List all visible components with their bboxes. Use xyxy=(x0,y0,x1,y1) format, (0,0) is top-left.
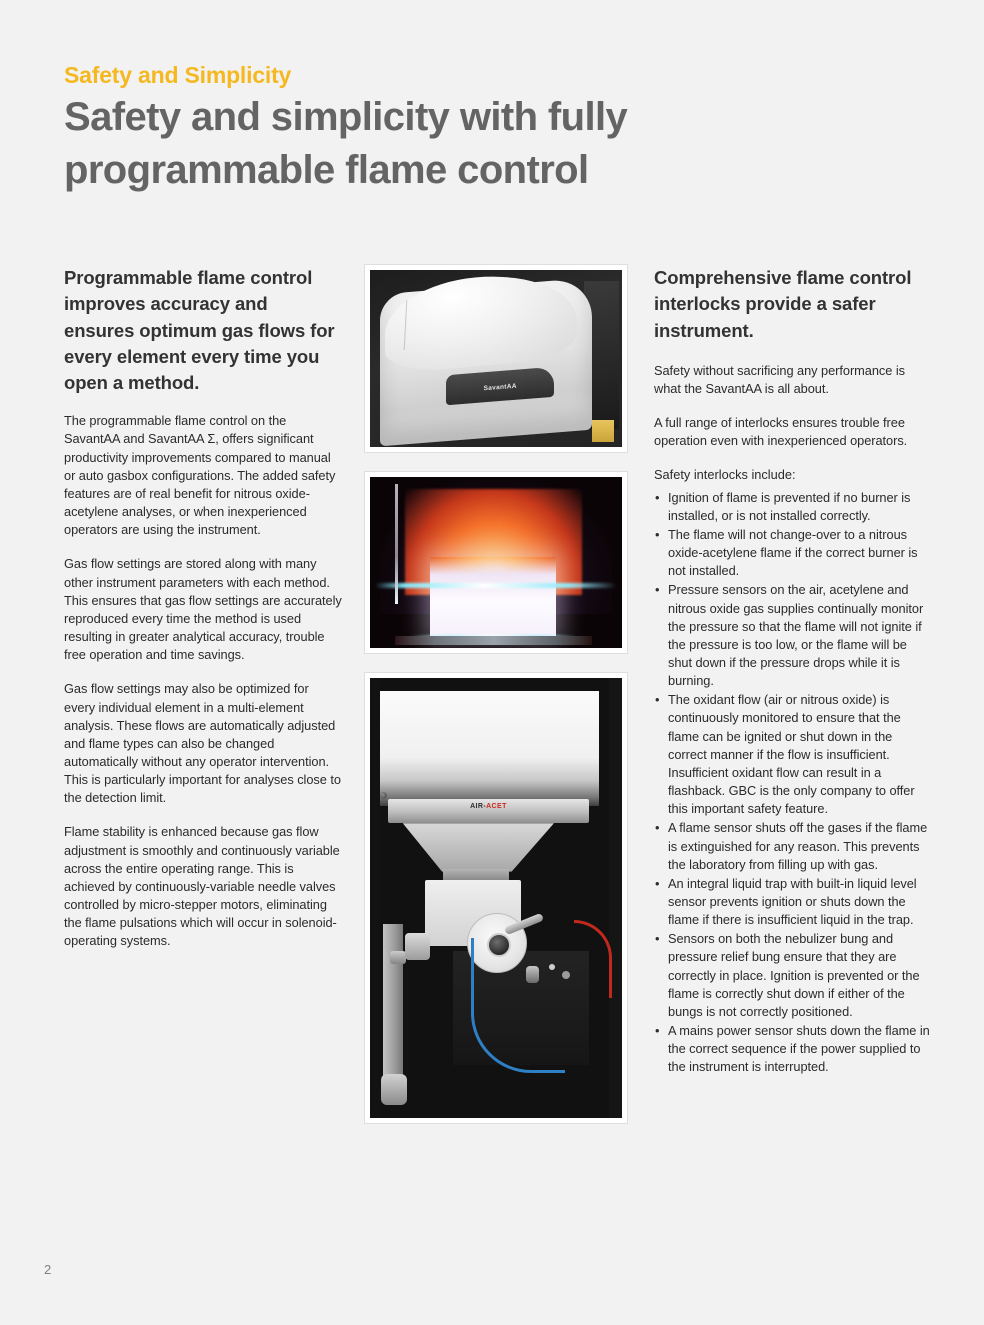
flame-core xyxy=(430,557,556,636)
interlocks-list-intro: Safety interlocks include: xyxy=(654,467,796,483)
blue-gas-tube xyxy=(471,938,565,1073)
list-item xyxy=(654,489,932,525)
photo-frame-instrument xyxy=(364,264,628,453)
right-column xyxy=(654,265,932,1078)
list-item-text: An integral liquid trap with built-in liquid level sensor prevents ignition or shuts down the flame if there is insufficient liquid in the trap. xyxy=(668,875,917,928)
burner-left-frame xyxy=(370,678,380,1118)
list-item-text: Pressure sensors on the air, acetylene and nitrous oxide gas supplies continually monitor the pressure so that the flame will not ignite if the pressure is too low, or the flame will be shut down if the pressure drops while it is burning. xyxy=(668,582,924,689)
left-column xyxy=(64,265,342,951)
page-header xyxy=(64,62,764,197)
list-item-text: Ignition of flame is prevented if no burner is installed, or is not installed correctly. xyxy=(668,489,911,523)
list-item xyxy=(654,819,932,873)
flame-burner-slot xyxy=(395,636,592,645)
bullet-icon: • xyxy=(655,1023,660,1039)
bullet-icon: • xyxy=(655,875,660,891)
savantaa-instrument-photo xyxy=(370,270,622,447)
left-paragraph-4: Flame stability is enhanced because gas flow adjustment is smoothly and continuously variable across the entire operating range. This is achieved by continuously-variable needle valves controlled by micro-stepper motors, eliminating the flame pulsations which will occur in solenoid-operating systems. xyxy=(64,824,340,949)
burner-label-air: AIR- xyxy=(470,803,487,811)
list-item-text: The flame will not change-over to a nitrous oxide-acetylene flame if the correct burner is not installed. xyxy=(668,526,918,579)
safety-interlocks-list xyxy=(654,489,932,1077)
page-number: 2 xyxy=(44,1262,52,1277)
list-item xyxy=(654,1022,932,1076)
media-column xyxy=(364,264,628,1124)
bullet-icon: • xyxy=(655,692,660,708)
bullet-icon: • xyxy=(655,820,660,836)
red-gas-tube xyxy=(574,920,612,998)
burner-cylinder xyxy=(405,933,430,959)
left-paragraph-1: The programmable flame control on the SavantAA and SavantAA Σ, offers significant productivity improvements compared to manual or auto gasbox configurations. The added safety features are of real benefit for nitrous oxide-acetylene analyses, or when inexperienced operators are using the instrument. xyxy=(64,413,336,538)
burner-pillar-nut xyxy=(390,951,406,964)
list-item-text: Sensors on both the nebulizer bung and pressure relief bung ensure that they are correctly in place. Ignition is prevented or the flame is correctly shut down if either of the bungs is not correctly positioned. xyxy=(668,931,920,1019)
burner-mixing-chamber-funnel xyxy=(403,823,554,871)
section-eyebrow: Safety and Simplicity xyxy=(64,62,292,88)
flame-probe-rod xyxy=(395,484,398,604)
burner-label-acet: ACET xyxy=(486,803,507,811)
photo-frame-burner xyxy=(364,672,628,1124)
burner-pillar-cap xyxy=(381,1074,406,1105)
flame-reaction-zone xyxy=(375,583,617,588)
list-item xyxy=(654,930,932,1021)
instrument-accent-block xyxy=(592,420,615,441)
list-item xyxy=(654,691,932,818)
nitrous-oxide-acetylene-flame-photo xyxy=(370,477,622,648)
bullet-icon: • xyxy=(655,582,660,598)
list-item xyxy=(654,875,932,929)
left-column-heading: Programmable flame control improves accuracy and ensures optimum gas flows for every element every time you open a method. xyxy=(64,267,335,394)
left-paragraph-3: Gas flow settings may also be optimized for every individual element in a multi-element analysis. These flows are automatically adjusted and flame types can also be changed automatically without any operator intervention. This is particularly important for analyses close to the detection limit. xyxy=(64,681,341,806)
burner-head xyxy=(388,799,590,823)
right-paragraph-2: A full range of interlocks ensures trouble free operation even with inexperienced operators. xyxy=(654,415,908,449)
list-item-text: A mains power sensor shuts down the flame in the correct sequence if the power supplied to the instrument is interrupted. xyxy=(668,1023,930,1075)
list-item xyxy=(654,526,932,580)
instrument-logo-text: SavantAA xyxy=(483,382,517,392)
bullet-icon: • xyxy=(655,489,660,505)
list-item-text: A flame sensor shuts off the gases if the flame is extinguished for any reason. This prevents the laboratory from filling up with gas. xyxy=(668,820,928,872)
burner-right-frame xyxy=(609,678,622,1118)
list-item-text: The oxidant flow (air or nitrous oxide) is continuously monitored to ensure that the flame can be ignited or shut down in the correct manner if the flow is insufficient. Insufficient oxidant flow can result in a flashback. GBC is the only company to offer this important safety feature. xyxy=(668,692,915,817)
bullet-icon: • xyxy=(655,931,660,947)
burner-head-label xyxy=(388,803,590,810)
left-paragraph-2: Gas flow settings are stored along with many other instrument parameters with each method. This ensures that gas flow settings are accurately reproduced every time the method is used resulting in greater analytical accuracy, trouble free operation and time savings. xyxy=(64,556,342,663)
right-paragraph-1: Safety without sacrificing any performance is what the SavantAA is all about. xyxy=(654,362,905,396)
right-column-heading: Comprehensive flame control interlocks provide a safer instrument. xyxy=(654,267,912,341)
burner-background-panel xyxy=(378,691,600,805)
page-title: Safety and simplicity with fully programmable flame control xyxy=(64,95,628,192)
burner-gas-control-photo xyxy=(370,678,622,1118)
photo-frame-flame xyxy=(364,471,628,654)
list-item xyxy=(654,581,932,690)
bullet-icon: • xyxy=(655,526,660,542)
